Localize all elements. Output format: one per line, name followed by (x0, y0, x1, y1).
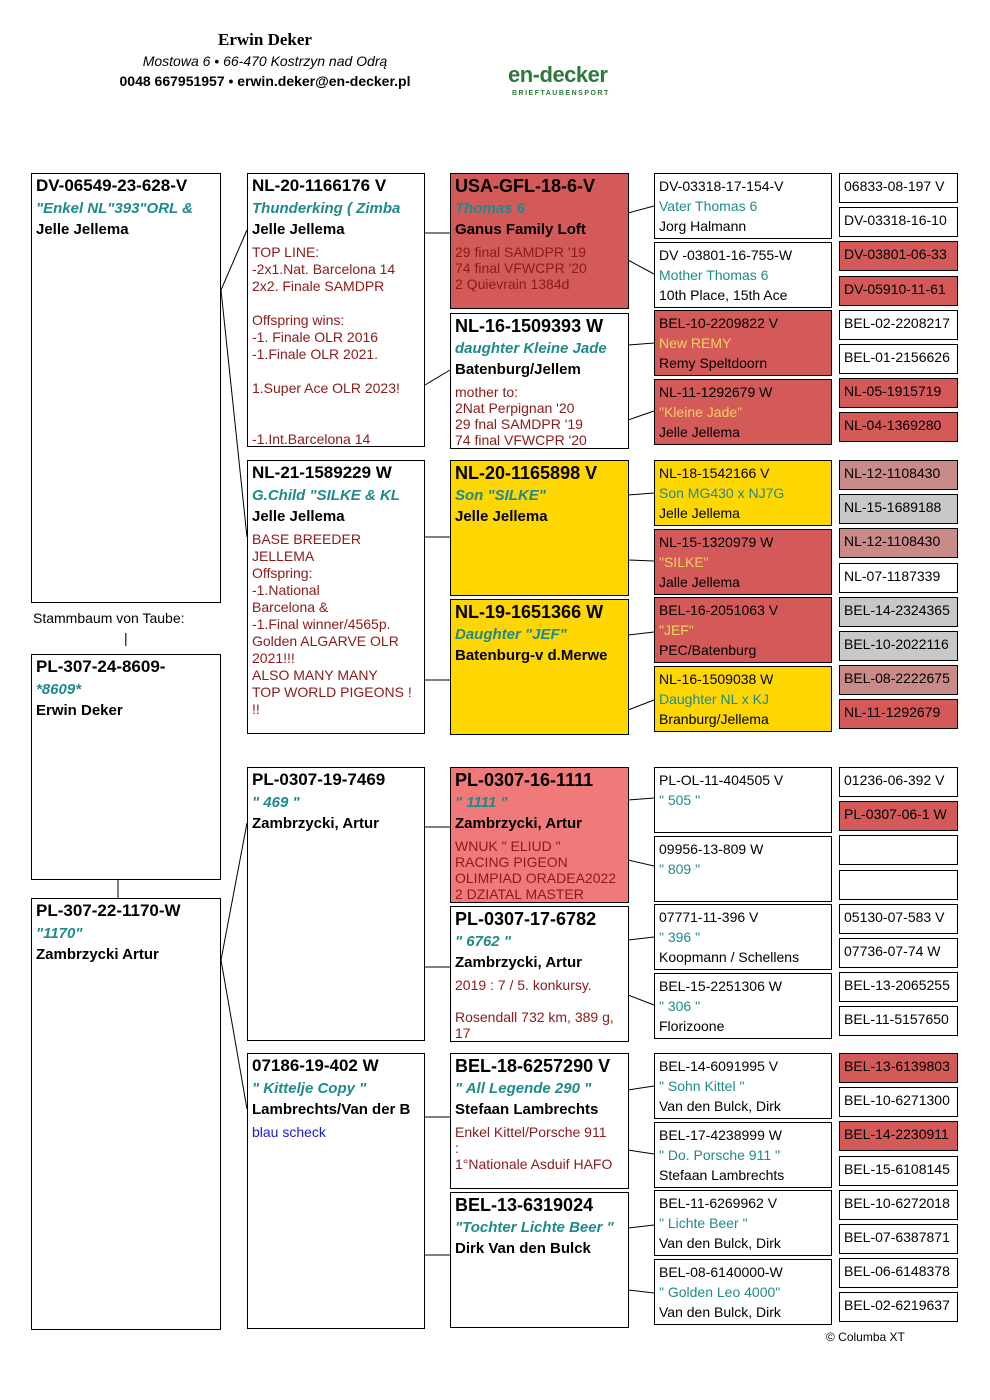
gen3-owner: Jelle Jellema (455, 508, 548, 525)
gen4-ring: BEL-14-6091995 V (659, 1058, 779, 1074)
gen4-name: Vater Thomas 6 (659, 198, 758, 214)
gen4-card[interactable] (654, 379, 832, 445)
gen5-ring: NL-04-1369280 (844, 417, 942, 434)
breeder-name: Erwin Deker (218, 30, 312, 49)
gen2-card[interactable] (247, 767, 425, 1041)
gen4-name: " 809 " (659, 860, 701, 877)
gen4-owner: Koopmann / Schellens (659, 949, 800, 965)
gen5-ring: BEL-15-6108145 (844, 1160, 950, 1177)
gen5-card[interactable] (839, 460, 958, 490)
gen4-owner: Van den Bulck, Dirk (659, 1303, 781, 1320)
gen4-name: " Do. Porsche 911 " (659, 1146, 780, 1163)
gen3-ring: NL-16-1509393 W (455, 316, 604, 336)
gen3-card[interactable] (450, 1053, 629, 1189)
gen4-card[interactable] (654, 767, 832, 833)
gen4-card[interactable] (654, 460, 832, 526)
gen5-card[interactable] (839, 344, 958, 374)
gen4-ring: NL-15-1320979 W (659, 533, 774, 550)
gen4-ring: BEL-11-6269962 V (659, 1195, 778, 1211)
gen4-card[interactable] (654, 904, 832, 970)
gen4-ring: BEL-08-6140000-W (659, 1263, 783, 1280)
gen4-ring: NL-11-1292679 W (659, 383, 773, 400)
gen4-card[interactable] (654, 1259, 832, 1325)
gen4-name: " Golden Leo 4000" (659, 1283, 781, 1300)
gen4-ring: 09956-13-809 W (659, 840, 764, 857)
gen5-ring: BEL-10-6272018 (844, 1194, 950, 1211)
gen5-ring: NL-15-1689188 (844, 499, 942, 516)
dam-name: "1170" (36, 925, 83, 942)
gen5-card[interactable] (839, 1121, 958, 1151)
gen4-card[interactable] (654, 1190, 832, 1256)
gen3-name: " All Legende 290 " (455, 1080, 592, 1097)
gen5-card[interactable] (839, 597, 958, 627)
gen2-name: " 469 " (252, 794, 300, 811)
gen4-card[interactable] (654, 242, 832, 308)
gen3-card[interactable] (450, 173, 629, 309)
gen3-name: " 1111 " (455, 794, 508, 811)
gen3-card[interactable] (450, 1192, 629, 1328)
breeder-contact: 0048 667951957 • erwin.deker@en-decker.pl (119, 73, 411, 89)
gen5-card[interactable] (839, 904, 958, 934)
dam-ring: PL-307-22-1170-W (36, 901, 181, 920)
gen2-name: G.Child "SILKE & KL (252, 487, 400, 504)
gen4-card[interactable] (654, 310, 832, 376)
gen3-name: Son "SILKE" (455, 487, 546, 504)
gen4-owner: Branburg/Jellema (659, 710, 769, 727)
gen4-owner: Jelle Jellema (659, 505, 740, 521)
logo-text: en-decker (508, 62, 608, 87)
gen4-name: " Sohn Kittel " (659, 1078, 745, 1094)
gen5-card[interactable] (839, 1224, 958, 1254)
gen5-ring: BEL-02-6219637 (844, 1297, 950, 1314)
gen3-ring: BEL-13-6319024 (455, 1195, 594, 1215)
gen5-ring: DV-05910-11-61 (844, 280, 946, 297)
gen4-ring: BEL-15-2251306 W (659, 977, 782, 994)
gen5-card[interactable] (839, 528, 958, 558)
gen5-card[interactable] (839, 494, 958, 524)
gen5-ring: 07736-07-74 W (844, 943, 941, 959)
gen5-ring: NL-12-1108430 (844, 465, 941, 481)
sire-name: "Enkel NL"393"ORL & (36, 200, 193, 217)
gen5-ring: BEL-08-2222675 (844, 670, 950, 687)
gen2-name: " Kittelje Copy " (252, 1080, 367, 1097)
gen4-name: "Kleine Jade" (659, 403, 743, 420)
gen3-note: Enkel Kittel/Porsche 911 : 1°Nationale Asduif HAFO (455, 1124, 613, 1172)
gen4-owner: Remy Speltdoorn (659, 355, 768, 371)
logo-subtitle: BRIEFTAUBENSPORT (512, 90, 610, 97)
gen4-owner: Jelle Jellema (659, 423, 740, 440)
gen4-card[interactable] (654, 836, 832, 902)
gen4-name: New REMY (659, 335, 732, 351)
gen3-note: 2019 : 7 / 5. konkursy. Rosendall 732 km, 389 g, 17 (455, 977, 614, 1041)
gen5-card[interactable] (839, 972, 958, 1002)
gen3-owner: Zambrzycki, Artur (455, 954, 582, 971)
gen4-owner: Van den Bulck, Dirk (659, 1235, 781, 1251)
gen4-owner: Florizoone (659, 1017, 725, 1034)
gen3-name: Thomas 6 (455, 200, 526, 217)
gen5-card[interactable] (839, 767, 958, 797)
gen3-owner: Batenburg/Jellem (455, 361, 581, 378)
gen4-ring: BEL-10-2209822 V (659, 315, 779, 331)
gen3-owner: Batenburg-v d.Merwe (455, 647, 608, 664)
gen5-ring: BEL-02-2208217 (844, 314, 950, 331)
gen2-note: TOP LINE: -2x1.Nat. Barcelona 14 2x2. Finale SAMDPR Offspring wins: -1. Finale OLR 2016 -1.Finale OLR 2021. 1.Super Ace OLR 2023! -1.Int.Barcelona 14 (252, 244, 400, 447)
gen3-name: Daughter "JEF" (455, 626, 567, 643)
gen3-card[interactable] (450, 767, 629, 903)
gen3-ring: BEL-18-6257290 V (455, 1056, 611, 1076)
gen3-ring: NL-20-1165898 V (455, 463, 598, 483)
subject-card[interactable] (31, 654, 221, 880)
gen5-ring: NL-11-1292679 (844, 704, 941, 721)
gen4-name: "SILKE" (659, 553, 709, 570)
gen5-card[interactable] (839, 1006, 958, 1036)
gen2-name: Thunderking ( Zimba (252, 200, 401, 217)
gen4-ring: NL-16-1509038 W (659, 670, 774, 687)
gen5-ring: NL-07-1187339 (844, 567, 941, 584)
gen5-ring: 06833-08-197 V (844, 178, 945, 194)
subject-name: *8609* (36, 681, 82, 698)
subject-owner: Erwin Deker (36, 702, 123, 719)
gen5-ring: BEL-01-2156626 (844, 349, 950, 365)
gen3-name: "Tochter Lichte Beer " (455, 1219, 614, 1236)
pedigree-label: Stammbaum von Taube: (33, 610, 185, 626)
gen5-card[interactable] (839, 1258, 958, 1288)
gen5-card[interactable] (839, 563, 958, 593)
gen2-note: BASE BREEDER JELLEMA Offspring: -1.National Barcelona & -1.Final winner/4565p. Golden ALGARVE OLR 2021!!! ALSO MANY MANY TOP WORLD PIGEONS ! !! (252, 531, 412, 717)
gen4-card[interactable] (654, 173, 832, 239)
gen4-name: " Lichte Beer " (659, 1215, 748, 1231)
gen4-ring: BEL-16-2051063 V (659, 602, 779, 618)
gen4-owner: Stefaan Lambrechts (659, 1166, 785, 1183)
gen3-ring: PL-0307-17-6782 (455, 909, 597, 929)
gen3-ring: PL-0307-16-1111 (455, 770, 594, 790)
gen4-ring: PL-OL-11-404505 V (659, 772, 784, 788)
gen4-card[interactable] (654, 1122, 832, 1188)
gen5-card[interactable] (839, 870, 958, 900)
gen5-card[interactable] (839, 699, 958, 729)
gen4-ring: BEL-17-4238999 W (659, 1126, 782, 1143)
gen3-owner: Zambrzycki, Artur (455, 815, 582, 832)
gen5-ring: BEL-14-2230911 (844, 1126, 949, 1143)
gen4-name: " 396 " (659, 929, 701, 945)
gen5-ring: BEL-06-6148378 (844, 1263, 950, 1280)
gen5-card[interactable] (839, 1087, 958, 1117)
gen5-card[interactable] (839, 631, 958, 661)
gen5-ring: DV-03801-06-33 (844, 246, 947, 263)
footer-copyright: © Columba XT (826, 1330, 905, 1344)
gen5-ring: 01236-06-392 V (844, 772, 945, 788)
gen4-card[interactable] (654, 529, 832, 595)
gen5-ring: NL-05-1915719 (844, 383, 942, 400)
gen4-name: " 505 " (659, 792, 701, 808)
gen5-card[interactable] (839, 1053, 958, 1083)
gen4-card[interactable] (654, 597, 832, 663)
breeder-address: Mostowa 6 • 66-470 Kostrzyn nad Odrą (142, 53, 388, 69)
gen5-ring: NL-12-1108430 (844, 533, 941, 550)
gen5-ring: BEL-11-5157650 (844, 1011, 949, 1028)
gen5-ring: BEL-10-2022116 (844, 636, 949, 652)
gen5-card[interactable] (839, 241, 958, 271)
gen2-ring: 07186-19-402 W (252, 1056, 379, 1075)
gen2-ring: NL-21-1589229 W (252, 463, 392, 482)
gen2-ring: NL-20-1166176 V (252, 176, 387, 195)
gen4-ring: DV-03318-17-154-V (659, 178, 784, 194)
gen3-note: 29 final SAMDPR '19 74 final VFWCPR '20 2 Quievrain 1384d (455, 244, 587, 292)
gen4-name: Mother Thomas 6 (659, 266, 769, 283)
gen3-owner: Stefaan Lambrechts (455, 1101, 599, 1118)
gen4-owner: Jorg Halmann (659, 218, 747, 234)
gen5-card[interactable] (839, 276, 958, 306)
gen5-ring: BEL-14-2324365 (844, 601, 950, 618)
gen5-ring: BEL-13-2065255 (844, 977, 950, 994)
gen5-card[interactable] (839, 665, 958, 695)
gen3-card[interactable] (450, 599, 629, 735)
gen4-name: " 306 " (659, 997, 701, 1014)
gen4-card[interactable] (654, 973, 832, 1039)
gen3-note: mother to: 2Nat Perpignan '20 29 fnal SAMDPR '19 74 final VFWCPR '20 (455, 384, 587, 448)
gen5-card[interactable] (839, 1190, 958, 1220)
gen5-card[interactable] (839, 938, 958, 968)
gen3-owner: Ganus Family Loft (455, 221, 586, 238)
gen5-card[interactable] (839, 207, 958, 237)
gen5-card[interactable] (839, 1292, 958, 1322)
gen3-card[interactable] (450, 313, 629, 449)
gen5-ring: BEL-07-6387871 (844, 1229, 950, 1245)
sire-ring: DV-06549-23-628-V (36, 176, 188, 195)
gen2-note: blau scheck (252, 1124, 326, 1140)
gen2-card[interactable] (247, 460, 425, 734)
gen3-card[interactable] (450, 906, 629, 1042)
gen3-note: WNUK " ELIUD " RACING PIGEON OLIMPIAD ORADEA2022 2 DZIATAL MASTER (455, 838, 617, 902)
gen5-ring: BEL-13-6139803 (844, 1058, 950, 1074)
gen5-ring: BEL-10-6271300 (844, 1092, 950, 1109)
gen5-ring: DV-03318-16-10 (844, 212, 947, 229)
gen5-card[interactable] (839, 378, 958, 408)
pedigree-label-divider: | (124, 630, 128, 646)
gen5-ring: PL-0307-06-1 W (844, 806, 947, 823)
gen4-name: Son MG430 x NJ7G (659, 485, 785, 501)
gen4-name: "JEF" (659, 622, 694, 638)
gen3-name: daughter Kleine Jade (455, 340, 607, 357)
gen5-card[interactable] (839, 310, 958, 340)
gen4-name: Daughter NL x KJ (659, 690, 769, 707)
gen2-card[interactable] (247, 173, 425, 447)
gen3-card[interactable] (450, 460, 629, 596)
dam-owner: Zambrzycki Artur (36, 946, 159, 963)
gen5-ring: 05130-07-583 V (844, 908, 945, 925)
gen2-card[interactable] (247, 1053, 425, 1329)
gen4-card[interactable] (654, 1053, 832, 1119)
gen4-owner: Jalle Jellema (659, 573, 740, 590)
gen3-ring: NL-19-1651366 W (455, 602, 604, 622)
gen2-owner: Jelle Jellema (252, 221, 345, 238)
gen3-ring: USA-GFL-18-6-V (455, 176, 596, 196)
gen4-owner: Van den Bulck, Dirk (659, 1098, 781, 1114)
gen5-card[interactable] (839, 173, 958, 203)
gen4-ring: DV -03801-16-755-W (659, 246, 793, 263)
gen4-ring: 07771-11-396 V (659, 909, 759, 925)
gen4-owner: 10th Place, 15th Ace (659, 286, 788, 303)
gen2-owner: Lambrechts/Van der B (252, 1101, 411, 1118)
gen3-owner: Dirk Van den Bulck (455, 1240, 591, 1257)
gen5-card[interactable] (839, 1156, 958, 1186)
dam-card[interactable] (31, 898, 221, 1330)
gen4-owner: PEC/Batenburg (659, 642, 757, 658)
gen4-ring: NL-18-1542166 V (659, 465, 770, 481)
gen2-owner: Jelle Jellema (252, 508, 345, 525)
gen2-ring: PL-0307-19-7469 (252, 770, 386, 789)
sire-owner: Jelle Jellema (36, 221, 129, 238)
gen5-card[interactable] (839, 801, 958, 831)
gen3-name: " 6762 " (455, 933, 511, 950)
gen4-card[interactable] (654, 666, 832, 732)
gen5-card[interactable] (839, 835, 958, 865)
subject-ring: PL-307-24-8609- (36, 657, 166, 676)
gen5-card[interactable] (839, 412, 958, 442)
sire-card[interactable] (31, 173, 221, 603)
gen2-owner: Zambrzycki, Artur (252, 815, 379, 832)
